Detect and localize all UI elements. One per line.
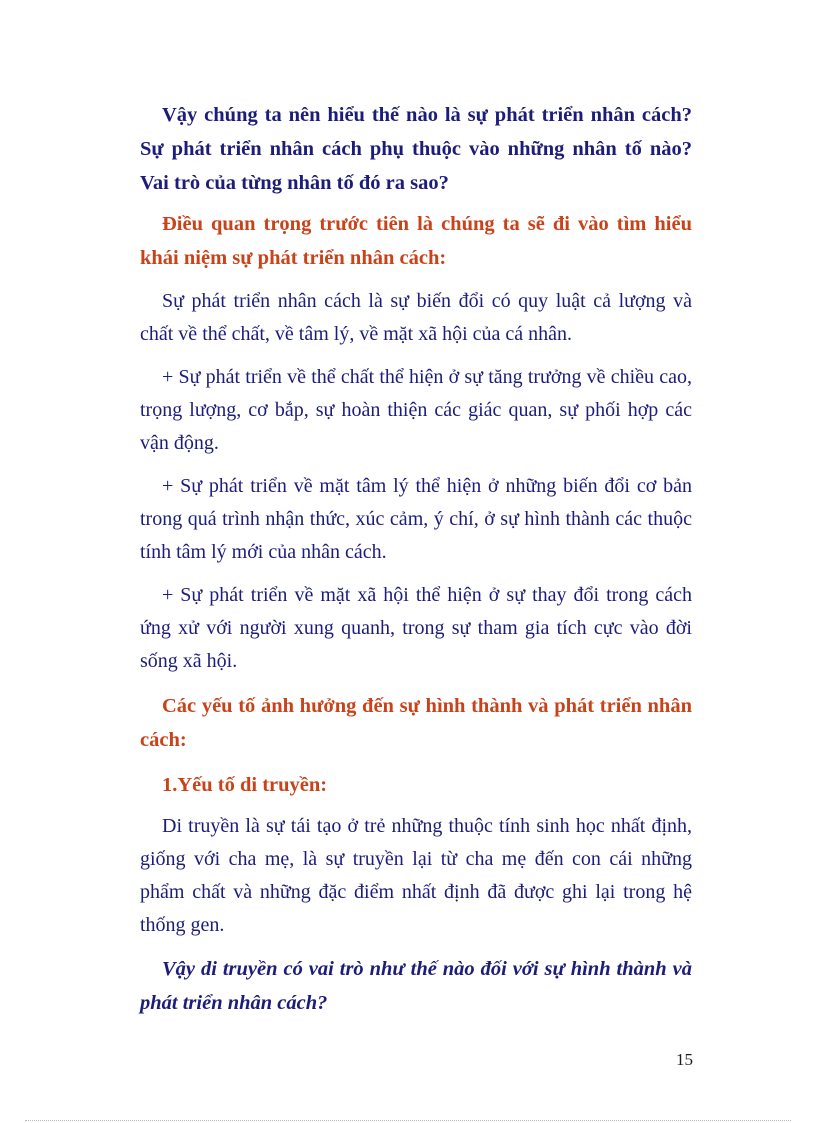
heredity-heading: 1.Yếu tố di truyền: [162, 774, 328, 796]
intro-question-paragraph: Vậy chúng ta nên hiểu thế nào là sự phát triển nhân cách? Sự phát triển nhân cách phụ thuộc vào những nhân tố nào? Vai trò của từng nhân tố đó ra sao? [140, 104, 692, 194]
page-number: 15 [676, 1050, 693, 1069]
psychological-development-paragraph: + Sự phát triển về mặt tâm lý thể hiện ở những biến đổi cơ bản trong quá trình nhận thức, xúc cảm, ý chí, ở sự hình thành các thuộc tính tâm lý mới của nhân cách. [140, 475, 692, 563]
physical-development-paragraph: + Sự phát triển về thể chất thể hiện ở sự tăng trưởng về chiều cao, trọng lượng, cơ bắp, sự hoàn thiện các giác quan, sự phối hợp các vận động. [140, 366, 692, 454]
page-content [140, 98, 692, 1020]
heredity-question-paragraph: Vậy di truyền có vai trò như thế nào đối với sự hình thành và phát triển nhân cách? [140, 958, 692, 1014]
factors-heading: Các yếu tố ảnh hưởng đến sự hình thành và phát triển nhân cách: [140, 695, 692, 751]
heredity-definition-paragraph: Di truyền là sự tái tạo ở trẻ những thuộc tính sinh học nhất định, giống với cha mẹ, là sự truyền lại từ cha mẹ đến con cái những phẩm chất và những đặc điểm nhất định đã được ghi lại trong hệ thống gen. [140, 815, 692, 936]
concept-heading: Điều quan trọng trước tiên là chúng ta sẽ đi vào tìm hiểu khái niệm sự phát triển nhân cách: [140, 213, 692, 269]
social-development-paragraph: + Sự phát triển về mặt xã hội thể hiện ở sự thay đổi trong cách ứng xử với người xung quanh, trong sự tham gia tích cực vào đời sống xã hội. [140, 584, 692, 672]
definition-paragraph: Sự phát triển nhân cách là sự biến đổi có quy luật cả lượng và chất về thể chất, về tâm lý, về mặt xã hội của cá nhân. [140, 290, 692, 345]
page-bottom-divider [25, 1120, 791, 1121]
